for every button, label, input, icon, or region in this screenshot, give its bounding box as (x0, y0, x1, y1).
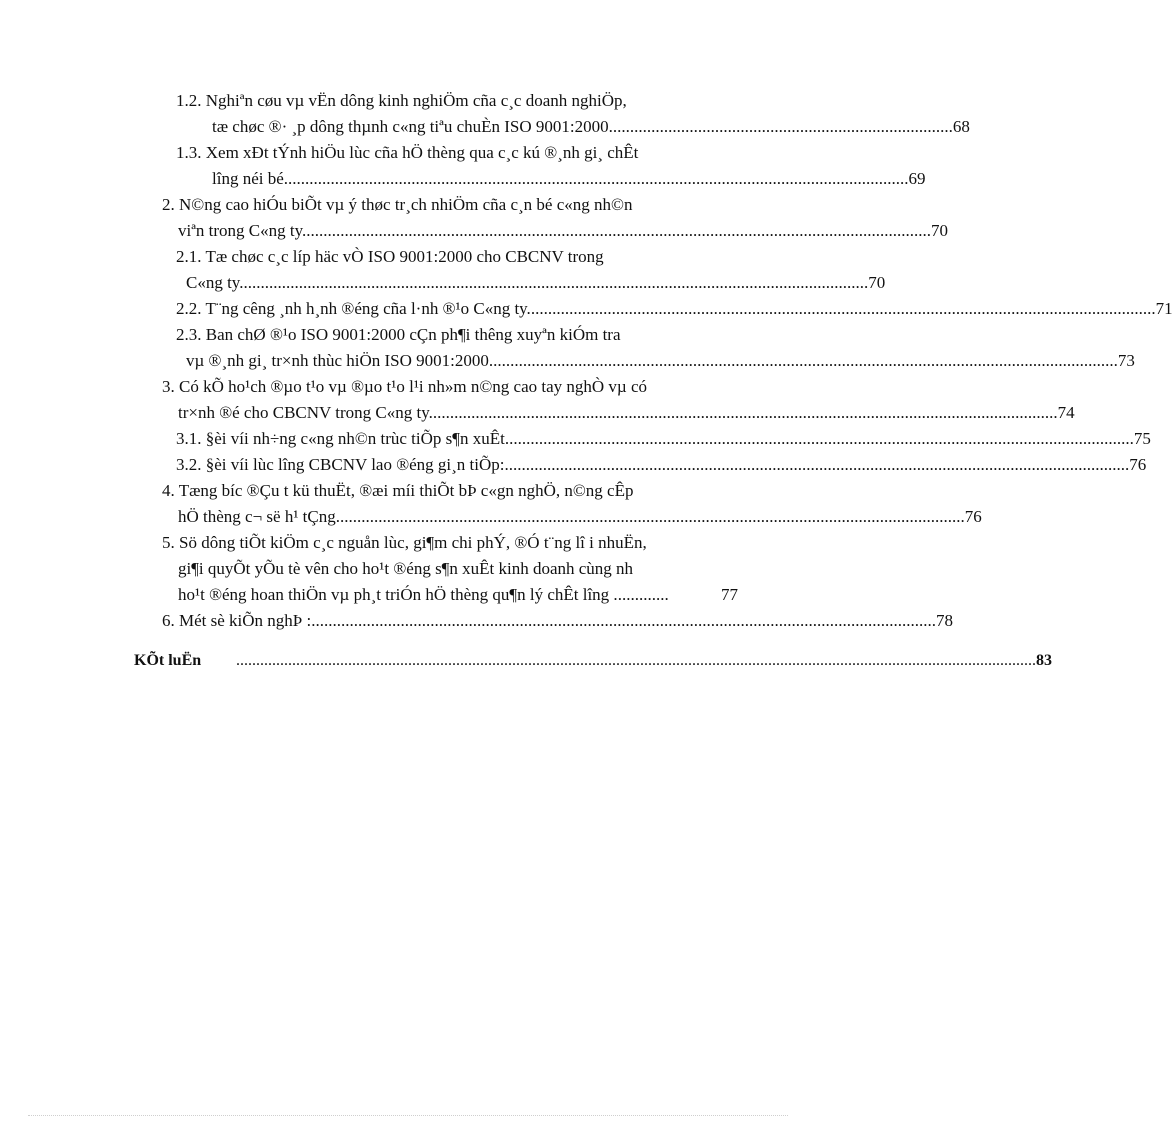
toc-line: vµ ®¸nh gi¸ tr×nh thùc hiÖn ISO 9001:2000. (186, 351, 494, 370)
toc-page-number: 70 (931, 221, 949, 240)
leader-dots: ................................................................................................................................................... (493, 351, 1118, 370)
toc-line: 3.2. §èi víi lùc lîng CBCNV lao ®éng gi¸n tiÕp: (176, 455, 505, 474)
toc-page-number: 73 (1117, 351, 1135, 370)
toc-entry-3[interactable] (162, 374, 1075, 426)
toc-line: 2. N©ng cao hiÓu biÕt vµ ý thøc tr¸ch nhiÖm cña c¸n bé c«ng nh©n (162, 195, 633, 214)
toc-entry-4[interactable] (162, 478, 982, 530)
toc-entry-2[interactable] (162, 192, 949, 244)
toc-line: 1.3. Xem xÐt tÝnh hiÖu lùc cña hÖ thèng qua c¸c kú ®¸nh gi¸ chÊt (176, 143, 639, 162)
table-of-contents (0, 88, 1173, 674)
toc-page-number: 78 (935, 611, 953, 630)
toc-page-number: 77 (721, 585, 738, 604)
toc-line: 1.2. Nghiªn cøu vµ vËn dông kinh nghiÖm cña c¸c doanh nghiÖp, (176, 91, 627, 110)
toc-line: lîng néi bé (212, 169, 284, 188)
toc-page-number: 76 (1129, 455, 1147, 474)
toc-entry-2-2[interactable] (176, 296, 1173, 322)
leader-dots: ................................................................................................................................................... (340, 507, 965, 526)
toc-line: 2.3. Ban chØ ®¹o ISO 9001:2000 cÇn ph¶i thêng xuyªn kiÓm tra (176, 325, 621, 344)
toc-line: gi¶i quyÕt yÕu tè vên cho ho¹t ®éng s¶n xuÊt kinh doanh cùng nh (178, 559, 634, 578)
toc-line: tr×nh ®é cho CBCNV trong C«ng ty. (178, 403, 433, 422)
leader-dots: ................................................................................................................................................... (509, 429, 1134, 448)
toc-entry-6[interactable] (162, 608, 953, 634)
leader-dots: ................................................................................................................................................... (243, 273, 869, 292)
leader-dots: ................................................................................................................................................... (530, 299, 1156, 318)
leader-dots: ............ (617, 585, 669, 604)
conclusion-label: KÕt luËn (134, 652, 202, 669)
toc-entry-3-1[interactable] (176, 426, 1151, 452)
toc-entry-1-2[interactable] (176, 88, 970, 140)
toc-entry-2-1[interactable] (176, 244, 886, 296)
toc-page-number: 69 (908, 169, 926, 188)
toc-page-number: 83 (1036, 652, 1052, 669)
toc-line: 6. Mét sè kiÕn nghÞ : (162, 611, 312, 630)
leader-dots: ........................................................................................................................................................................................................ (236, 652, 1036, 669)
toc-line: 3.1. §èi víi nh÷ng c«ng nh©n trùc tiÕp s¶n xuÊt. (176, 429, 510, 448)
toc-page-number: 70 (868, 273, 886, 292)
toc-line: 3. Có kÕ ho¹ch ®µo t¹o vµ ®µo t¹o l¹i nh»m n©ng cao tay nghÒ vµ có (162, 377, 648, 396)
leader-dots: ................................................................................ (612, 117, 953, 136)
toc-page-number: 75 (1133, 429, 1151, 448)
leader-dots: ................................................................................................................................................... (504, 455, 1130, 474)
toc-line: C«ng ty. (186, 273, 244, 292)
leader-dots: ................................................................................................................................................... (432, 403, 1058, 422)
toc-page-number: 71 (1155, 299, 1173, 318)
toc-line: hÖ thèng c¬ së h¹ tÇng. (178, 507, 340, 526)
leader-dots: ................................................................................................................................................... (283, 169, 909, 188)
toc-line: ho¹t ®éng hoan thiÖn vµ ph¸t triÓn hÖ thèng qu¶n lý chÊt lîng . (178, 585, 618, 604)
toc-line: viªn trong C«ng ty. (178, 221, 307, 240)
toc-line: tæ chøc ®· ¸p dông thµnh c«ng tiªu chuÈn ISO 9001:2000. (212, 117, 613, 136)
toc-line: 2.2. T¨ng cêng ¸nh h¸nh ®éng cña l·nh ®¹o C«ng ty. (176, 299, 531, 318)
toc-page-number: 76 (964, 507, 982, 526)
toc-line: 4. Tæng bíc ®Çu t kü thuËt, ®æi míi thiÕt bÞ c«gn nghÖ, n©ng cÊp (162, 481, 634, 500)
toc-entry-3-2[interactable] (176, 452, 1147, 478)
toc-entry-1-3[interactable] (176, 140, 926, 192)
leader-dots: ................................................................................................................................................... (311, 611, 936, 630)
toc-entry-2-3[interactable] (176, 322, 1135, 374)
page-bottom-rule (28, 1115, 788, 1116)
toc-line: 2.1. Tæ chøc c¸c líp häc vÒ ISO 9001:2000 cho CBCNV trong (176, 247, 604, 266)
toc-page-number: 68 (952, 117, 970, 136)
toc-line: 5. Sö dông tiÕt kiÖm c¸c nguån lùc, gi¶m chi phÝ, ®Ó t¨ng lî i nhuËn, (162, 533, 647, 552)
toc-page-number: 74 (1057, 403, 1075, 422)
toc-entry-5[interactable] (162, 530, 738, 608)
toc-entry-conclusion[interactable] (134, 648, 1052, 674)
leader-dots: ................................................................................................................................................... (306, 221, 932, 240)
